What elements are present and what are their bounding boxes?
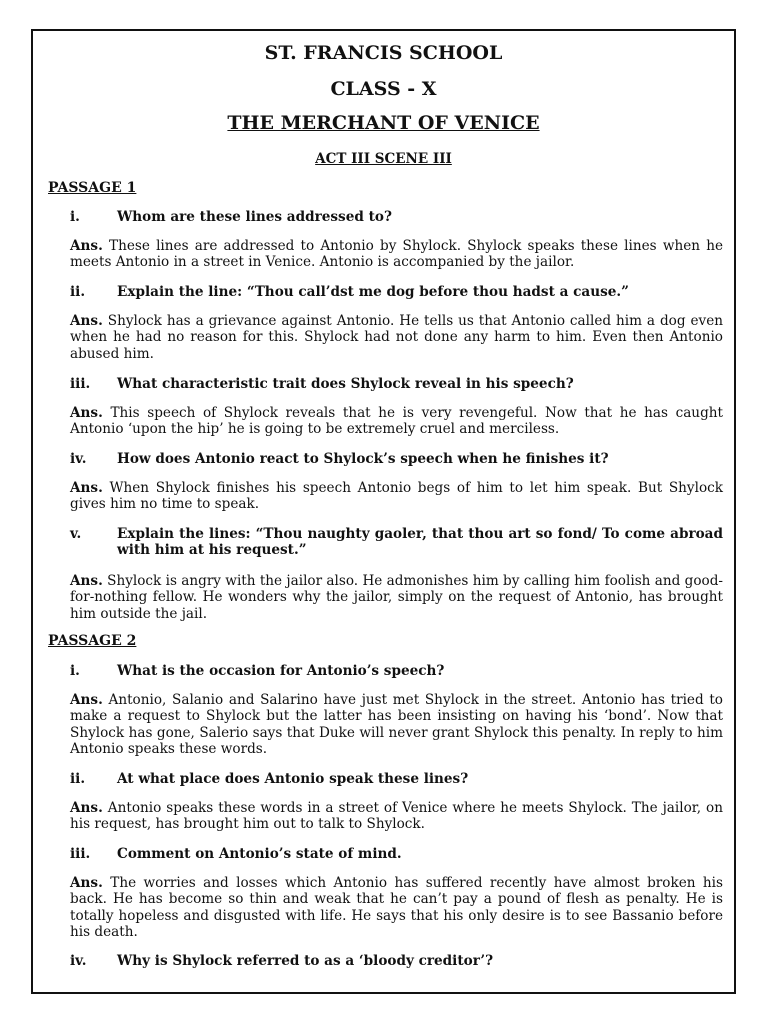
question-text: What is the occasion for Antonio’s speech? — [117, 663, 445, 679]
answer-text: Shylock is angry with the jailor also. He admonishes him by calling him foolish and good-for-nothing fellow. He wonders why the jailor, simply on the request of Antonio, has brought him outside the jail. — [70, 573, 723, 622]
question-text: What characteristic trait does Shylock reveal in his speech? — [117, 376, 574, 392]
school-name: ST. FRANCIS SCHOOL — [264, 42, 503, 64]
passage-heading: PASSAGE 2 — [48, 633, 137, 649]
answer-text: When Shylock finishes his speech Antonio begs of him to let him speak. But Shylock gives him no time to speak. — [70, 480, 723, 513]
question-number: i. — [70, 663, 80, 679]
question-number: ii. — [70, 284, 86, 300]
question-text: Whom are these lines addressed to? — [117, 209, 392, 225]
answer — [70, 875, 723, 940]
question — [70, 284, 723, 300]
answer-text: This speech of Shylock reveals that he is very revengeful. Now that he has caught Antonio ‘upon the hip’ he is going to be extremely cruel and merciless. — [70, 405, 723, 438]
question-text: At what place does Antonio speak these lines? — [117, 771, 469, 787]
question-number: iv. — [70, 451, 87, 467]
answer-text: The worries and losses which Antonio has suffered recently have almost broken his back. He has become so thin and weak that he can’t pay a pound of flesh as penalty. He is totally hopeless and disgusted with life. He says that his only desire is to see Bassanio before his death. — [70, 875, 723, 940]
answer-text: Antonio, Salanio and Salarino have just met Shylock in the street. Antonio has tried to make a request to Shylock but the latter has been insisting on having his ‘bond’. Now that Shylock has gone, Salerio says that Duke will never grant Shylock this penalty. In reply to him Antonio speaks these words. — [70, 692, 723, 757]
question — [70, 451, 723, 467]
question — [70, 953, 723, 969]
answer-label: Ans. — [70, 405, 103, 421]
answer-label: Ans. — [70, 800, 103, 816]
answer — [70, 313, 723, 362]
document-title: THE MERCHANT OF VENICE — [227, 112, 540, 134]
question-text: Explain the lines: “Thou naughty gaoler, that thou art so fond/ To come abroad with him at his request.” — [117, 526, 723, 559]
question-number: i. — [70, 209, 80, 225]
question-text: Comment on Antonio’s state of mind. — [117, 846, 402, 862]
answer — [70, 238, 723, 271]
question-number: ii. — [70, 771, 86, 787]
passage-heading: PASSAGE 1 — [48, 180, 137, 196]
question — [70, 526, 723, 559]
answer-label: Ans. — [70, 692, 103, 708]
answer — [70, 480, 723, 513]
answer-label: Ans. — [70, 480, 103, 496]
question-number: v. — [70, 526, 82, 542]
document-page — [31, 29, 736, 994]
question-number: iii. — [70, 376, 91, 392]
question — [70, 663, 723, 679]
act-scene-heading: ACT III SCENE III — [315, 151, 452, 167]
question-number: iii. — [70, 846, 91, 862]
answer-label: Ans. — [70, 238, 103, 254]
answer-label: Ans. — [70, 313, 103, 329]
answer-label: Ans. — [70, 573, 103, 589]
question — [70, 209, 723, 225]
question — [70, 846, 723, 862]
answer — [70, 405, 723, 438]
answer — [70, 692, 723, 757]
question — [70, 771, 723, 787]
answer-text: Shylock has a grievance against Antonio. He tells us that Antonio called him a dog even when he had no reason for this. Shylock had not done any harm to him. Even then Antonio abused him. — [70, 313, 724, 362]
answer-text: Antonio speaks these words in a street of Venice where he meets Shylock. The jailor, on his request, has brought him out to talk to Shylock. — [70, 800, 724, 833]
question-number: iv. — [70, 953, 87, 969]
question-text: How does Antonio react to Shylock’s speech when he finishes it? — [117, 451, 609, 467]
answer-label: Ans. — [70, 875, 103, 891]
class-label: CLASS - X — [330, 78, 437, 100]
answer — [70, 573, 723, 622]
question-text: Why is Shylock referred to as a ‘bloody creditor’? — [117, 953, 494, 969]
answer-text: These lines are addressed to Antonio by Shylock. Shylock speaks these lines when he meets Antonio in a street in Venice. Antonio is accompanied by the jailor. — [70, 238, 724, 271]
question — [70, 376, 723, 392]
question-text: Explain the line: “Thou call’dst me dog before thou hadst a cause.” — [117, 284, 629, 300]
answer — [70, 800, 723, 833]
